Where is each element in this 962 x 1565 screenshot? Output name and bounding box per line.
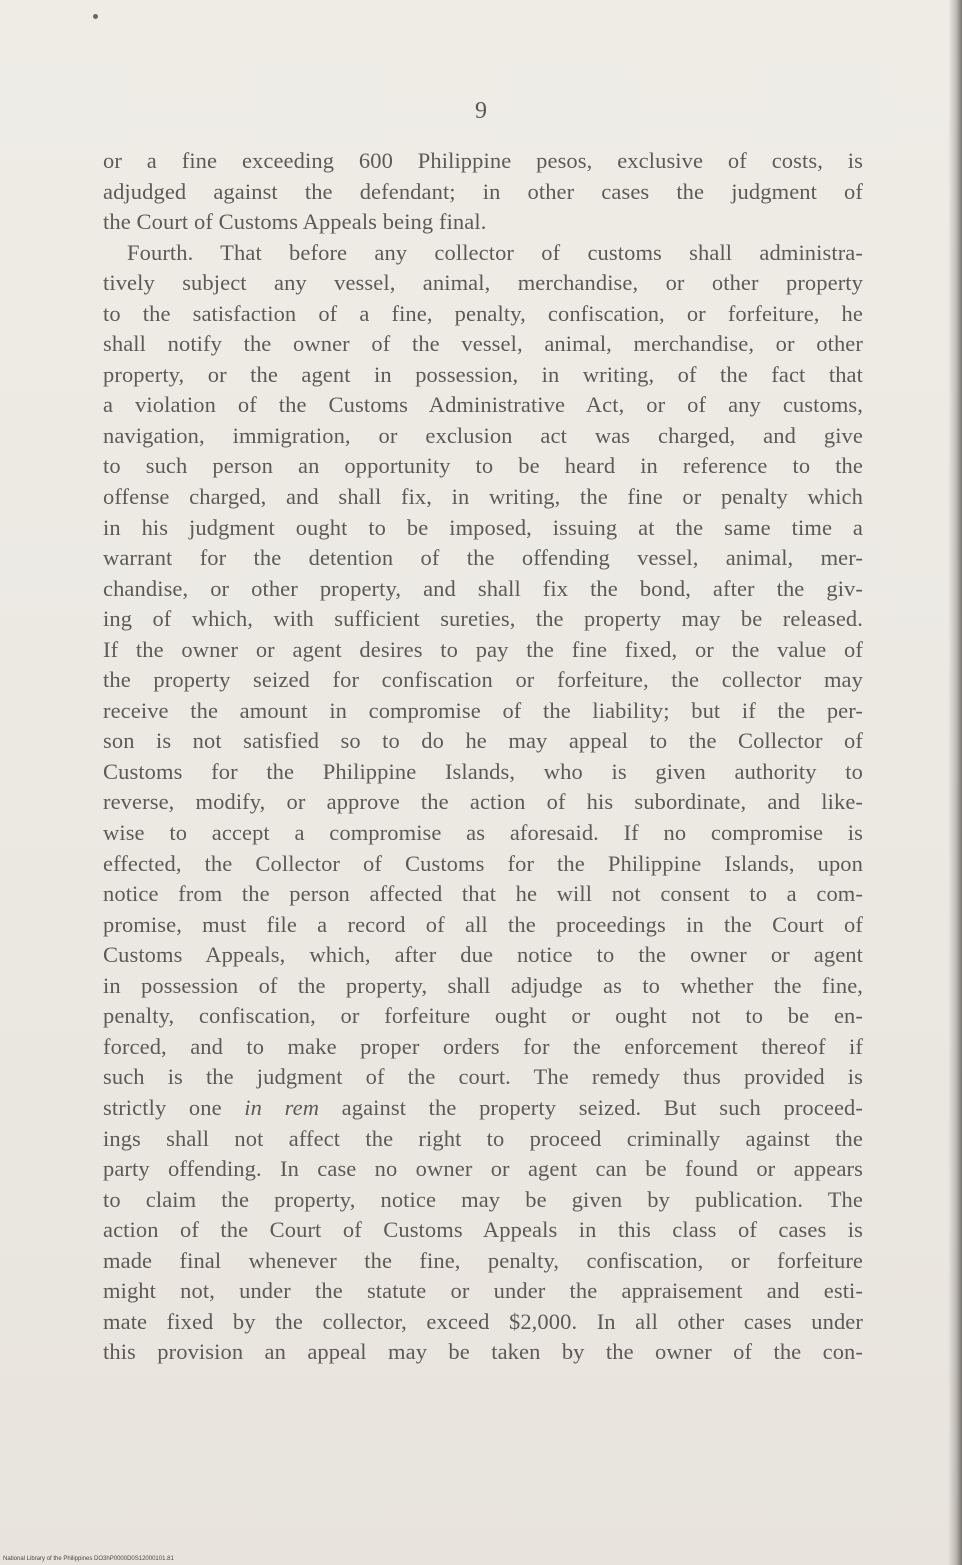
scan-speck (93, 14, 98, 19)
text-line: chandise, or other property, and shall fix the bond, after the giv- (103, 575, 863, 601)
text-line: warrant for the detention of the offending vessel, animal, mer- (103, 545, 863, 571)
text-line: tively subject any vessel, animal, merchandise, or other property (103, 270, 863, 296)
text-line: in possession of the property, shall adjudge as to whether the fine, (103, 972, 863, 998)
text-line: in his judgment ought to be imposed, issuing at the same time a (103, 514, 863, 540)
text-line: son is not satisfied so to do he may appeal to the Collector of (103, 728, 863, 754)
text-line: promise, must file a record of all the proceedings in the Court of (103, 911, 863, 937)
scan-credit: National Library of the Philippines DO3hP0000D0S12000101.81 (3, 1556, 174, 1562)
text-line: party offending. In case no owner or agent can be found or appears (103, 1156, 863, 1182)
text-line: navigation, immigration, or exclusion act was charged, and give (103, 422, 863, 448)
text-line: to claim the property, notice may be given by publication. The (103, 1186, 863, 1212)
text-line: to such person an opportunity to be heard in reference to the (103, 453, 863, 479)
text-line: such is the judgment of the court. The remedy thus provided is (103, 1064, 863, 1090)
text-line: ings shall not affect the right to proceed criminally against the (103, 1125, 863, 1151)
text-line: receive the amount in compromise of the liability; but if the per- (103, 697, 863, 723)
text-line: property, or the agent in possession, in writing, of the fact that (103, 361, 863, 387)
text-line: mate fixed by the collector, exceed $2,000. In all other cases under (103, 1308, 863, 1334)
text-line: action of the Court of Customs Appeals in this class of cases is (103, 1217, 863, 1243)
text-line: the Court of Customs Appeals being final. (103, 209, 487, 235)
text-line: the property seized for confiscation or forfeiture, the collector may (103, 667, 863, 693)
text-line: ing of which, with sufficient sureties, the property may be released. (103, 606, 863, 632)
text-line: strictly one in rem against the property seized. But such proceed- (103, 1094, 863, 1120)
text-line: If the owner or agent desires to pay the fine fixed, or the value of (103, 636, 863, 662)
text-line: wise to accept a compromise as aforesaid. If no compromise is (103, 820, 863, 846)
page-edge-shadow (948, 0, 962, 1565)
text-line: this provision an appeal may be taken by the owner of the con- (103, 1339, 863, 1365)
text-line: Customs Appeals, which, after due notice to the owner or agent (103, 942, 863, 968)
text-line: made final whenever the fine, penalty, confiscation, or forfeiture (103, 1247, 863, 1273)
text-line: reverse, modify, or approve the action of his subordinate, and like- (103, 789, 863, 815)
page-number: 9 (475, 98, 487, 124)
text-line: shall notify the owner of the vessel, animal, merchandise, or other (103, 331, 863, 357)
text-line: to the satisfaction of a fine, penalty, confiscation, or forfeiture, he (103, 300, 863, 326)
text-line: or a fine exceeding 600 Philippine pesos, exclusive of costs, is (103, 148, 863, 173)
body-text (103, 146, 863, 1368)
text-line: a violation of the Customs Administrative Act, or of any customs, (103, 392, 863, 418)
text-line: might not, under the statute or under the appraisement and esti- (103, 1278, 863, 1304)
text-line: effected, the Collector of Customs for the Philippine Islands, upon (103, 850, 863, 876)
text-line: offense charged, and shall fix, in writing, the fine or penalty which (103, 484, 863, 510)
text-line: Customs for the Philippine Islands, who is given authority to (103, 758, 863, 784)
text-line: penalty, confiscation, or forfeiture ought or ought not to be en- (103, 1003, 863, 1029)
text-line: adjudged against the defendant; in other cases the judgment of (103, 178, 863, 204)
text-line: notice from the person affected that he will not consent to a com- (103, 881, 863, 907)
text-line: forced, and to make proper orders for the enforcement thereof if (103, 1033, 863, 1059)
text-line: Fourth. That before any collector of customs shall administra- (127, 239, 863, 265)
